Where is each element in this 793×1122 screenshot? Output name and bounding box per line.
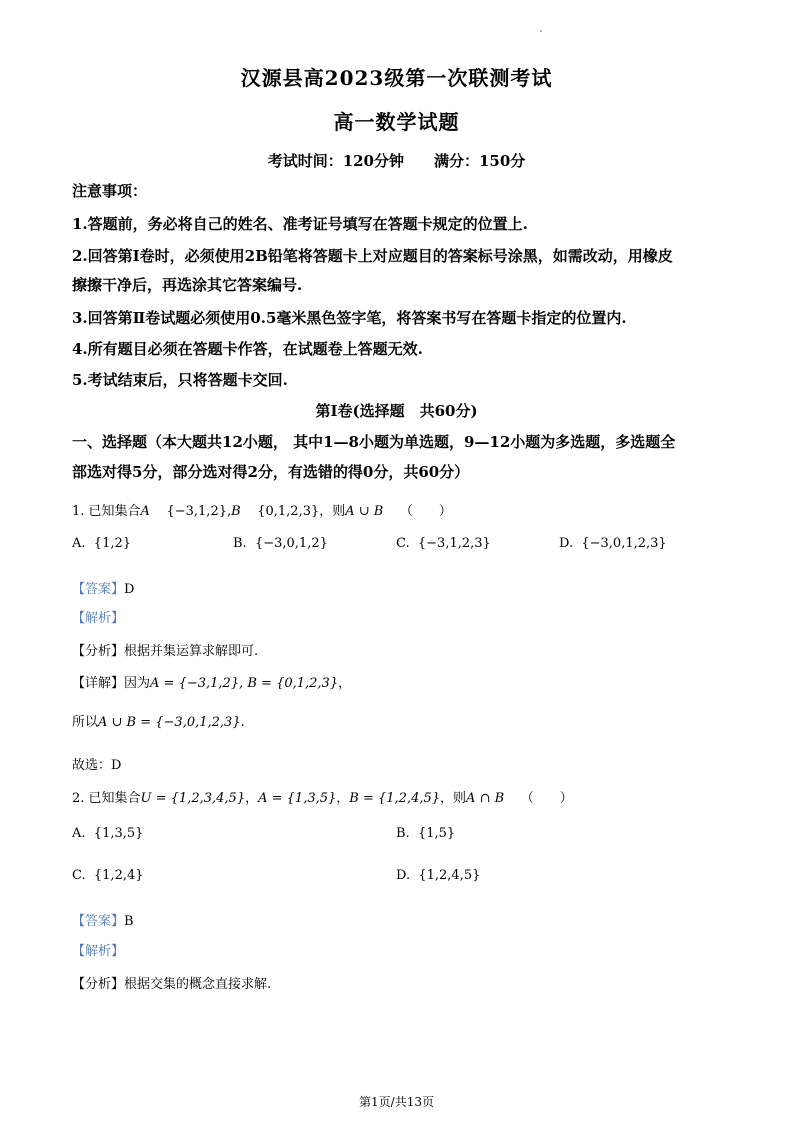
q1-option-b [233,536,328,551]
q1-answer [72,578,134,597]
so-prefix: 所以 [72,715,99,730]
answer-tag: 【答案】 [72,582,125,597]
option-label: B. [396,826,410,841]
detail-expr: A = {−3,1,2}, B = {0,1,2,3} [150,676,339,691]
notice-heading: 注意事项： [72,182,148,200]
option-label: B. [233,536,247,551]
q2-fenxi [72,973,271,992]
fenxi-text: 根据交集的概念直接求解. [124,977,272,992]
q1-stem-prefix: 1. 已知集合 [72,504,141,519]
option-label: D. [396,868,411,883]
notice-item-2-cont: 擦擦干净后，再选涂其它答案编号. [72,276,303,294]
so-expr: A ∪ B = {−3,0,1,2,3} [98,715,241,730]
q2-answer [72,910,134,929]
option-label: D. [559,536,574,551]
q1-analysis-tag: 【解析】 [72,611,125,626]
option-value: {−3,0,1,2,3} [581,536,667,551]
notice-item-3: 3.回答第Ⅱ卷试题必须使用0.5毫米黑色签字笔，将答案书写在答题卡指定的位置内. [72,309,627,327]
exam-score: 满分：150分 [434,152,526,170]
option-value: {−3,0,1,2} [254,536,328,551]
exam-time: 考试时间：120分钟 [267,152,404,170]
exam-meta [0,150,793,171]
q1-stem [72,500,452,519]
notice-item-4: 4.所有题目必须在答题卡作答，在试题卷上答题无效. [72,340,423,358]
q2-stem-prefix: 2. 已知集合 [72,791,141,806]
q1-option-c [396,536,491,551]
q2-sep-2: ， [336,791,350,806]
q2-option-c [72,868,144,883]
part1-instruction-2: 部选对得5分，部分选对得2分，有选错的得0分，共60分） [72,463,470,481]
answer-value: D [124,582,135,597]
q1-set-b-name: B [231,504,241,519]
q1-then: ，则 [319,504,346,519]
q2-analysis-tag: 【解析】 [72,944,125,959]
option-label: A. [72,536,86,551]
so-suffix: . [240,715,245,730]
fenxi-text: 根据并集运算求解即可. [124,644,259,659]
q1-set-a-name: A [140,504,150,519]
fenxi-tag: 【分析】 [72,977,125,992]
q1-set-b: {0,1,2,3} [257,504,320,519]
notice-item-5: 5.考试结束后，只将答题卡交回. [72,371,288,389]
answer-value: B [124,914,134,929]
q1-conclusion [72,711,245,730]
notice-item-2: 2.回答第Ⅰ卷时，必须使用2B铅笔将答题卡上对应题目的答案标号涂黑，如需改动，用橡皮 [72,247,673,265]
q2-option-a [72,826,143,841]
q2-option-d [396,868,480,883]
notice-item-1: 1.答题前，务必将自己的姓名、准考证号填写在答题卡规定的位置上. [72,215,528,233]
option-label: C. [396,536,410,551]
q2-expr: A ∩ B [466,791,505,806]
option-value: {1,5} [417,826,456,841]
q1-detail [72,672,351,691]
q1-option-a [72,536,131,551]
q2-set-a: A = {1,3,5} [258,791,337,806]
q1-fenxi [72,640,258,659]
option-value: {1,3,5} [93,826,144,841]
q2-blank: （ ） [520,791,573,806]
detail-suffix: ， [338,676,352,691]
page-footer: 第1页/共13页 [359,1095,434,1109]
q2-then: ，则 [440,791,467,806]
q1-option-d [559,536,667,551]
option-label: C. [72,868,86,883]
option-value: {−3,1,2,3} [417,536,491,551]
q1-choice: 故选：D [72,758,122,773]
q2-option-b [396,826,455,841]
q1-set-a: {−3,1,2} [166,504,227,519]
answer-tag: 【答案】 [72,914,125,929]
option-label: A. [72,826,86,841]
q1-sep: , [226,504,232,519]
option-value: {1,2,4,5} [418,868,481,883]
q2-set-u: U = {1,2,3,4,5} [140,791,246,806]
option-value: {1,2,4} [93,868,144,883]
exam-title: 汉源县高2023级第一次联测考试 [240,66,553,90]
q1-expr: A ∪ B [345,504,384,519]
detail-prefix: 因为 [124,676,151,691]
q1-blank: （ ） [399,504,452,519]
fenxi-tag: 【分析】 [72,644,125,659]
option-value: {1,2} [93,536,132,551]
scan-dot [540,30,542,32]
detail-tag: 【详解】 [72,676,125,691]
part1-title: 第Ⅰ卷(选择题 共60分) [315,402,478,420]
q2-stem [72,787,573,806]
q2-set-b: B = {1,2,4,5} [349,791,441,806]
q2-sep-1: ， [245,791,259,806]
part1-instruction-1: 一、选择题（本大题共12小题， 其中1—8小题为单选题，9—12小题为多选题，多选题全 [72,433,676,451]
exam-subtitle: 高一数学试题 [333,110,460,134]
